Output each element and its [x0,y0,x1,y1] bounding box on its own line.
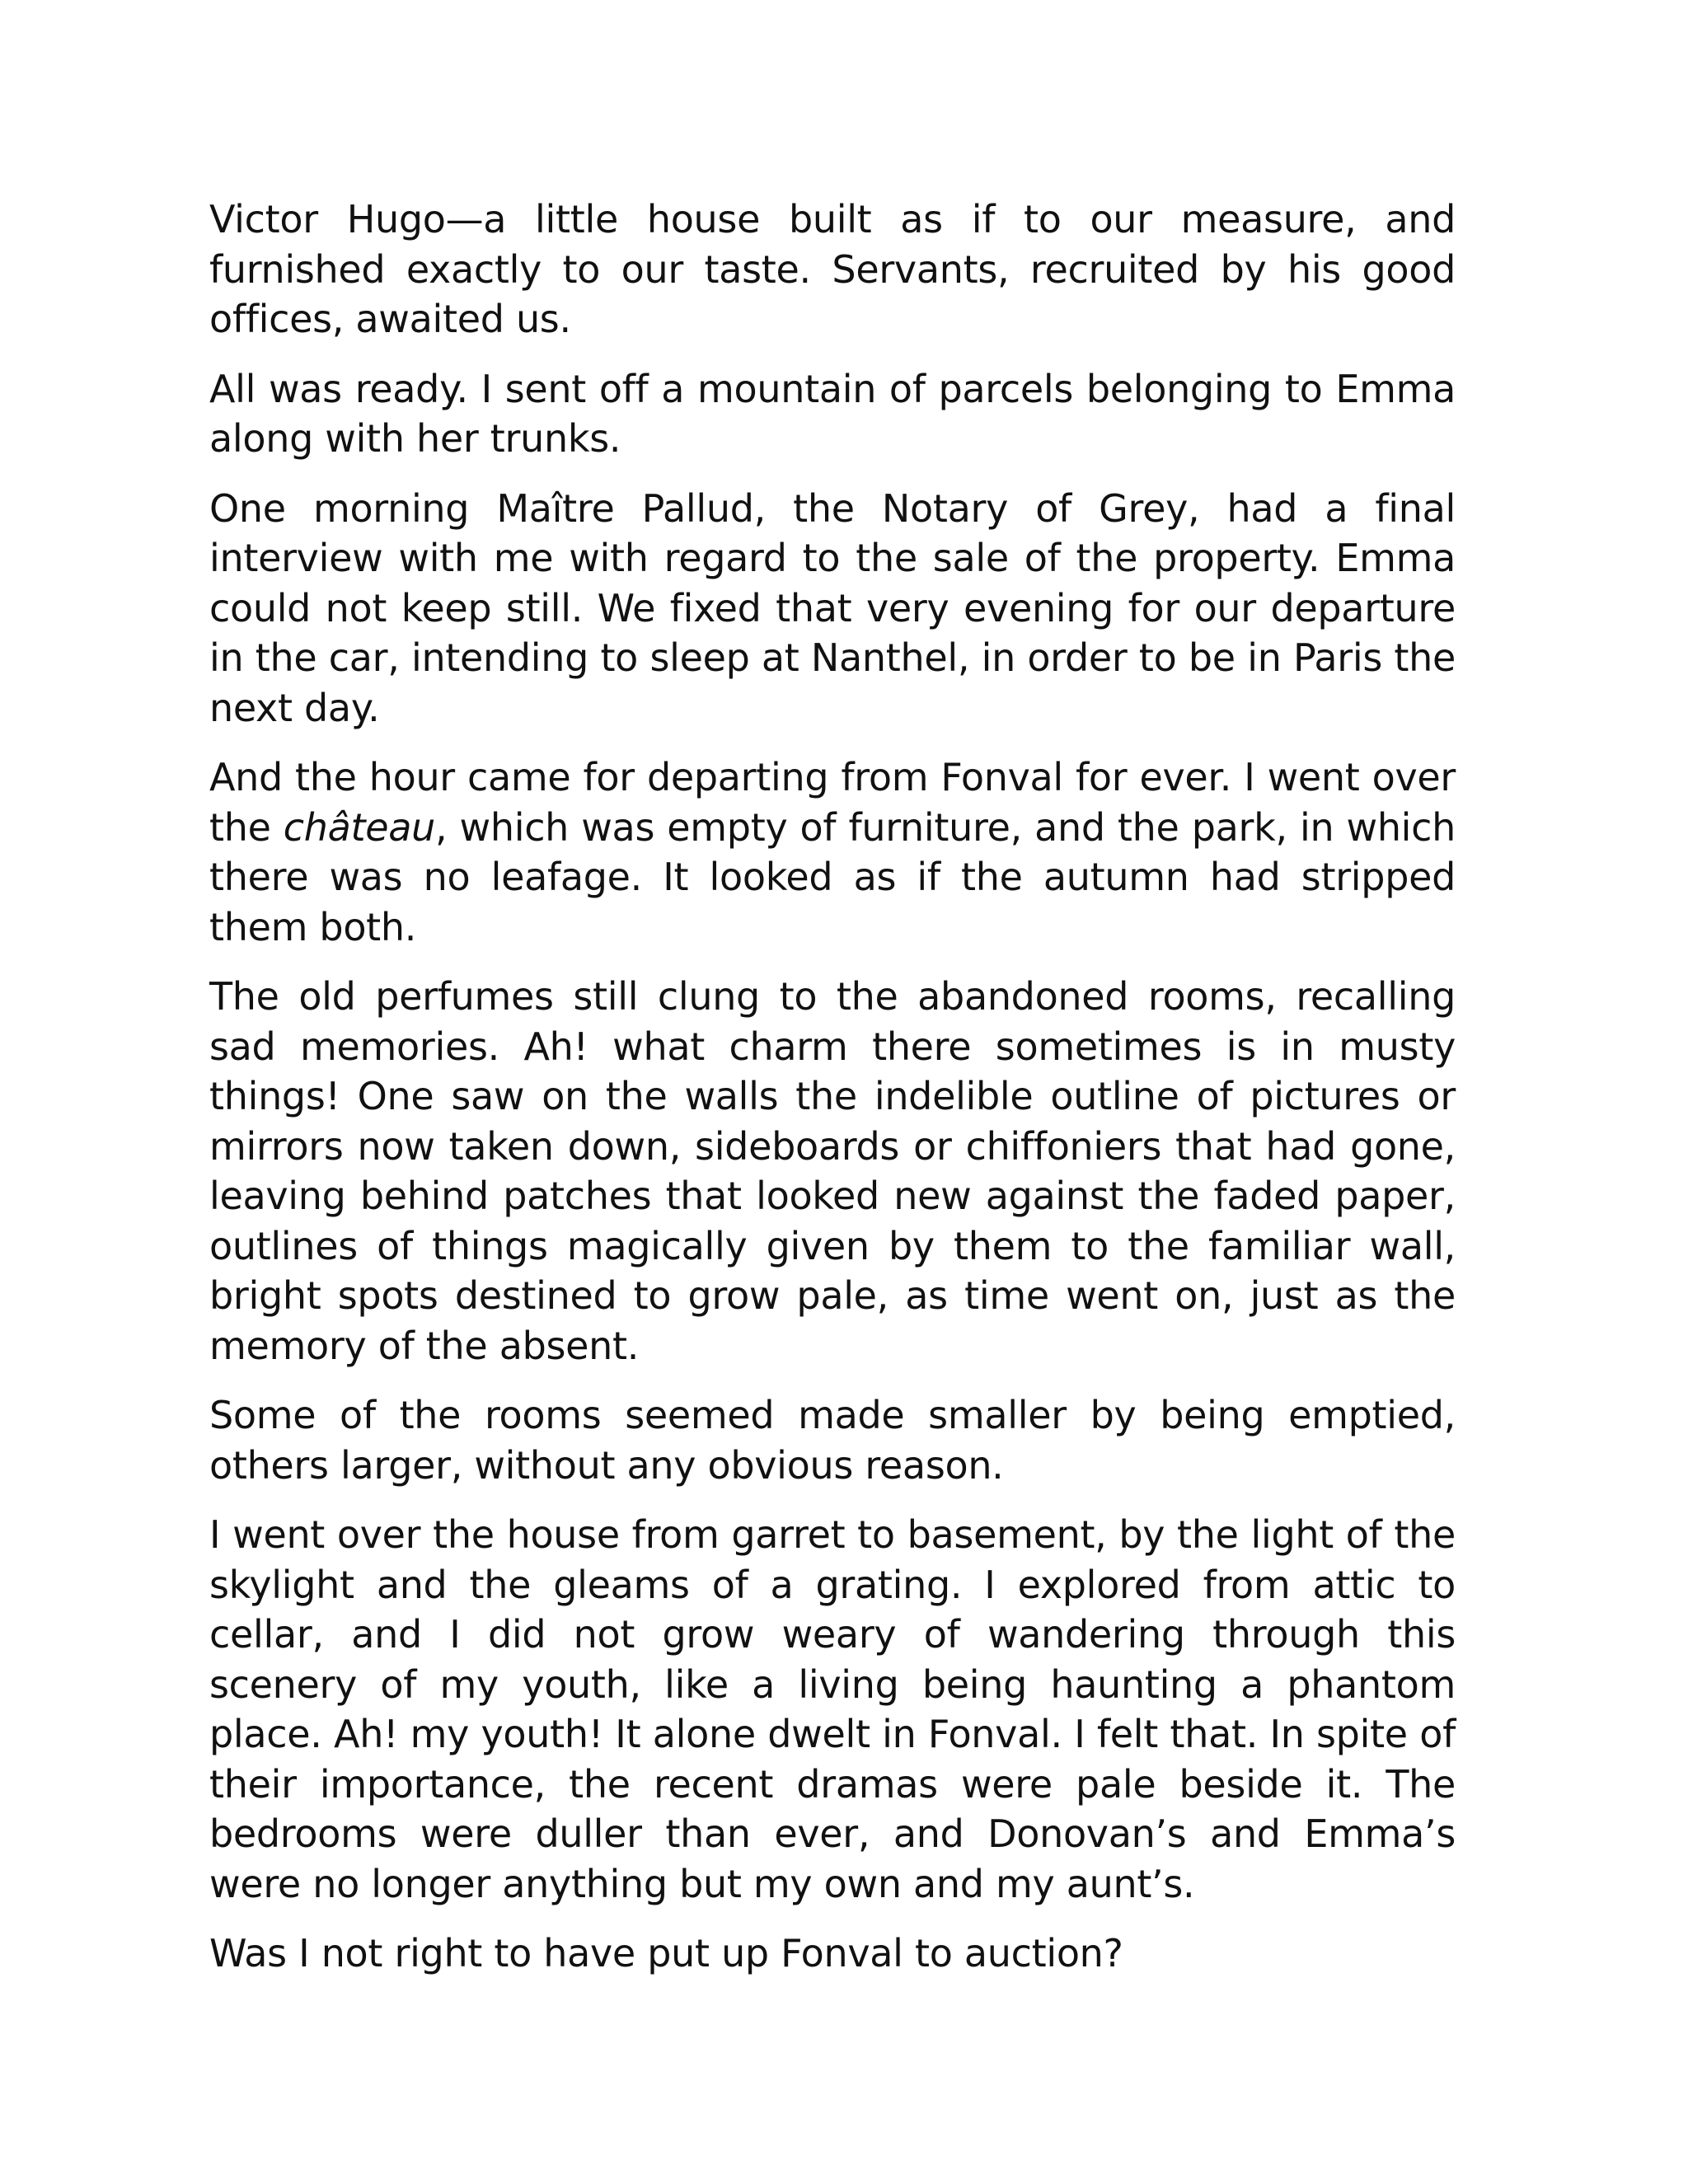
body-text [209,194,1456,1999]
paragraph-4-start: And the hour came for departing from Fonval for ever. I went over the [209,755,1456,850]
paragraph-6: Some of the rooms seemed made smaller by being emptied, others larger, without any obvious reason. [209,1393,1456,1488]
paragraph-4-end: , which was empty of furniture, and the park, in which there was no leafage. It looked as if the autumn had stripped them both. [209,804,1456,949]
paragraph-2: All was ready. I sent off a mountain of parcels belonging to Emma along with her trunks. [209,366,1456,461]
paragraph-4 [209,752,1456,952]
paragraph-5: The old perfumes still clung to the abandoned rooms, recalling sad memories. Ah! what charm there sometimes is in musty things! One saw on the walls the indelible outline of pictures or mirrors now taken down, sideboards or chiffoniers that had gone, leaving behind patches that looked new against the faded paper, outlines of things magically given by them to the familiar wall, bright spots destined to grow pale, as time went on, just as the memory of the absent. [209,974,1456,1368]
paragraph-7: I went over the house from garret to basement, by the light of the skylight and the gleams of a grating. I explored from attic to cellar, and I did not grow weary of wandering through this scenery of my youth, like a living being haunting a phantom place. Ah! my youth! It alone dwelt in Fonval. I felt that. In spite of their importance, the recent dramas were pale beside it. The bedrooms were duller than ever, and Donovan’s and Emma’s were no longer anything but my own and my aunt’s. [209,1512,1456,1906]
italic-word: château [283,804,436,850]
paragraph-8: Was I not right to have put up Fonval to auction? [209,1931,1123,1975]
paragraph-3: One morning Maître Pallud, the Notary of Grey, had a final interview with me with regard to the sale of the property. Emma could not keep still. We fixed that very evening for our departure in the car, intending to sleep at Nanthel, in order to be in Paris the next day. [209,485,1456,730]
paragraph-1: Victor Hugo—a little house built as if to our measure, and furnished exactly to our taste. Servants, recruited by his good offices, awaited us. [209,197,1456,341]
